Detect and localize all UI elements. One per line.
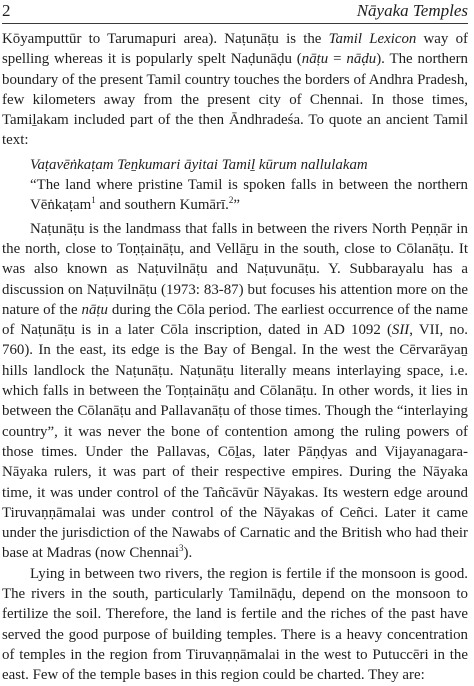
paragraph-1	[2, 29, 468, 151]
paragraph-1-text: Kōyamputtūr to Tarumapuri area). Naṭunāṭu is the	[2, 31, 329, 47]
footnote-ref: 3	[178, 543, 184, 554]
paragraph-3: Lying in between two rivers, the region is fertile if the monsoon is good. The rivers in the south, particularly Tamilnāḍu, depend on the monsoon to fertilize the soil. Therefore, the land is fertile and the riches of the past have served the good purpose of building temples. There is a heavy concentration of temples in the region from Tiruvaṇṇāmalai in the west to Putuccēri in the east. Few of the temple bases in this region could be charted. They are:	[2, 565, 468, 684]
paragraph-1-citation: Tamil Lexicon	[328, 31, 417, 47]
quote-english-text: and southern Kumārī.	[95, 197, 229, 214]
paragraph-2-term: nāṭu	[81, 301, 108, 318]
page-body	[2, 29, 468, 686]
paragraph-2	[2, 219, 468, 564]
paragraph-2-text: Naṭunāṭu is the landmass that falls in between the rivers North Peṇṇār in the north, close to Toṇṭaināṭu, and Vellāṟu in the south, close to Cōlanāṭu. It was also known as Naṭuvilnāṭu and Naṭuvunāṭu. Y. Subbarayalu has a discussion on Naṭuvilnāṭu (1973: 83-87) but focuses his attention more on the nature of the	[2, 220, 468, 318]
paragraph-1-term: nāṭu	[301, 51, 329, 68]
paragraph-2-citation: SII	[391, 322, 410, 339]
running-head: Nāyaka Temples	[356, 1, 468, 20]
footnote-ref: 1	[91, 195, 96, 206]
page-header	[2, 0, 468, 22]
page-number: 2	[2, 1, 11, 20]
header-rule	[2, 23, 468, 24]
paragraph-2-text: during the Cōla period. The earliest occurrence of the name of Naṭunāṭu is in a later Cōla inscription, dated in AD 1092 (	[2, 301, 468, 339]
paragraph-1-text: =	[328, 51, 347, 68]
paragraph-1-text: way of spelling whereas it is popularly spelt Naḍunāḍu (	[2, 31, 468, 68]
quote-tamil-line: Vaṭavēṅkaṭam Teṉkumari āyitai Tamiḻ kūrum nallulakam	[30, 156, 368, 173]
quote-english-text: “The land where pristine Tamil is spoken falls in between the northern Vēṅkaṭam	[30, 177, 468, 214]
quote-english-text: ”	[233, 197, 240, 214]
paragraph-1-text: ). The northern boundary of the present Tamil country touches the borders of Andhra Pradesh, few kilometers away from the present city of Chennai. In those times, Tamiḻakam included part of the then Āndhradeśa. To quote an ancient Tamil text:	[2, 51, 468, 149]
quote-english	[30, 175, 468, 216]
block-quote	[2, 155, 468, 216]
paragraph-2-text: ).	[183, 545, 193, 562]
paragraph-2-text: , VII, no. 760). In the east, its edge is the Bay of Bengal. In the west the Cērvarāyaṉ hills landlock the Naṭunāṭu. Naṭunāṭu literally means interlaying space, i.e. which falls in between the Toṇṭaināṭu and Cōlanāṭu. In other words, it lies in between the Cōlanāṭu and Pallavanāṭu of those times. Though the “interlaying country”, it was never the bone of contention among the ruling powers of those times. Under the Pallavas, Cōḻas, later Pāṇḍyas and Vijayanagara-Nāyaka rulers, it was part of their respective empires. During the Nāyaka time, it was under control of the Tañcāvūr Nāyakas. Its western edge around Tiruvaṇṇāmalai was under control of the Nāyakas of Ceñci. Later it came under the jurisdiction of the Nawabs of Carnatic and the British who had their base at Madras (now Chennai	[2, 322, 468, 562]
paragraph-1-term: nāḍu	[346, 51, 377, 68]
footnote-ref: 2	[228, 195, 234, 206]
